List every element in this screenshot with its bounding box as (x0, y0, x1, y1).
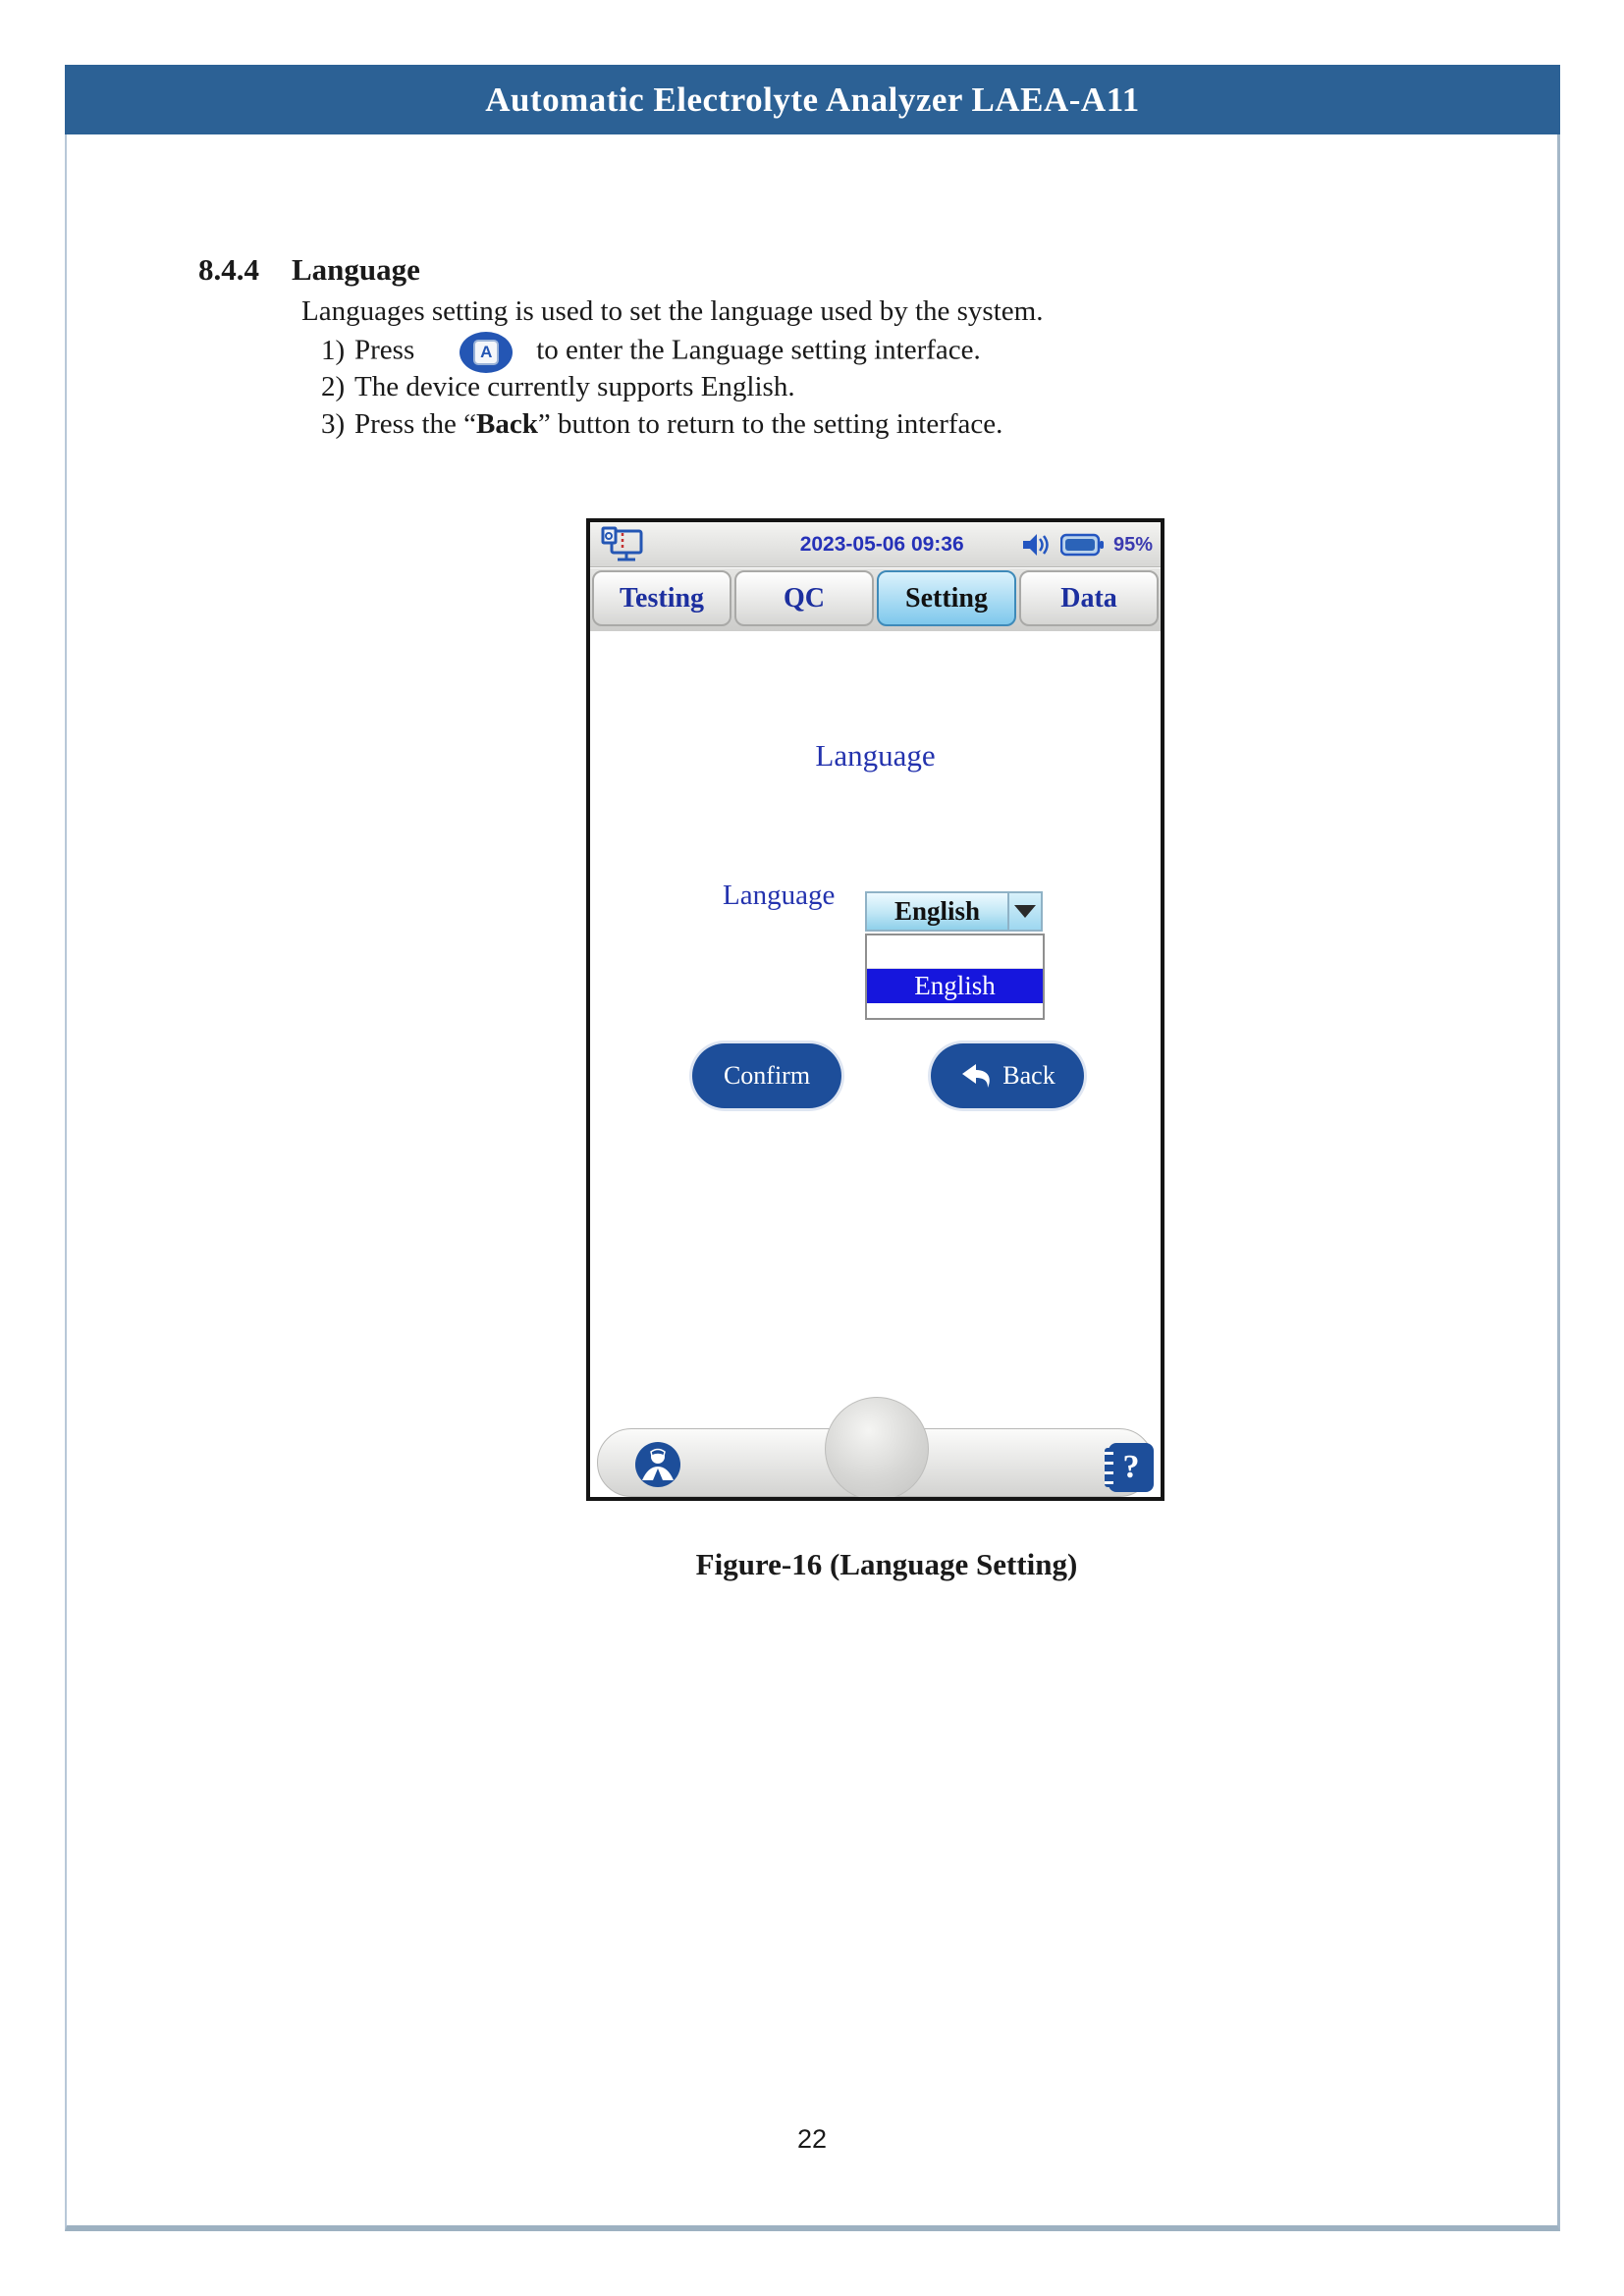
back-button-label: Back (1002, 1061, 1056, 1090)
confirm-button-label: Confirm (723, 1061, 811, 1090)
language-dropdown-list (865, 934, 1045, 1020)
device-screenshot (586, 518, 1164, 1501)
tab-data-label: Data (1060, 582, 1117, 614)
dropdown-option-empty[interactable] (867, 935, 1043, 969)
step-1-text-pre: Press (354, 334, 415, 366)
step-3-text-post: ” button to return to the setting interface. (537, 408, 1003, 440)
page-header-bar (65, 65, 1560, 134)
page-number: 22 (796, 2124, 828, 2154)
confirm-button[interactable] (692, 1043, 841, 1108)
tab-qc[interactable] (734, 570, 874, 626)
device-screen (590, 522, 1161, 1497)
step-1-text-post: to enter the Language setting interface. (536, 334, 981, 366)
help-button[interactable] (1109, 1443, 1154, 1492)
dropdown-list-footer (867, 1003, 1043, 1018)
user-avatar-button[interactable] (634, 1441, 681, 1488)
step-3-back-keyword: Back (476, 408, 538, 440)
section-heading (198, 252, 420, 288)
back-button[interactable] (931, 1043, 1084, 1108)
step-2-text: The device currently supports English. (354, 371, 795, 402)
tab-setting-label: Setting (905, 582, 988, 614)
device-status-bar (590, 522, 1161, 567)
step-2-number: 2) (321, 371, 346, 402)
section-title: Language (292, 252, 420, 287)
dropdown-arrow-button[interactable] (1007, 893, 1041, 930)
tab-testing-label: Testing (619, 582, 705, 614)
speaker-icon (1021, 532, 1051, 558)
page-title: Automatic Electrolyte Analyzer LAEA-A11 (485, 80, 1140, 119)
question-mark-icon: ? (1122, 1449, 1140, 1485)
chevron-down-icon (1014, 905, 1036, 918)
language-a-icon-letter: A (473, 340, 499, 365)
user-avatar-icon (634, 1441, 681, 1488)
tab-qc-label: QC (784, 582, 825, 614)
tab-setting[interactable] (877, 570, 1016, 626)
screen-title: Language (815, 738, 936, 773)
step-1-number: 1) (321, 334, 346, 366)
dropdown-option-english[interactable]: English (867, 969, 1043, 1003)
language-select[interactable] (865, 891, 1043, 932)
figure-caption: Figure-16 (Language Setting) (695, 1547, 1078, 1581)
step-3 (321, 408, 1002, 441)
section-intro: Languages setting is used to set the language used by the system. (301, 295, 1044, 327)
back-arrow-icon (959, 1062, 993, 1090)
step-3-text-pre: Press the “ (354, 408, 477, 440)
battery-percent: 95% (1112, 533, 1153, 556)
analyzer-monitor-icon (600, 525, 645, 564)
status-datetime: 2023-05-06 09:36 (799, 532, 964, 556)
status-right-group (1021, 522, 1153, 567)
tab-data[interactable] (1019, 570, 1159, 626)
step-1 (321, 332, 981, 373)
step-3-number: 3) (321, 408, 346, 440)
home-ball-button[interactable] (825, 1397, 929, 1497)
language-field-label: Language (723, 880, 836, 911)
battery-icon (1060, 533, 1104, 557)
step-2 (321, 371, 795, 403)
device-tab-bar (590, 568, 1161, 631)
section-number: 8.4.4 (198, 252, 259, 287)
language-a-icon (460, 332, 513, 373)
language-select-value: English (893, 896, 981, 926)
tab-testing[interactable] (592, 570, 731, 626)
help-book-coil (1105, 1448, 1113, 1487)
